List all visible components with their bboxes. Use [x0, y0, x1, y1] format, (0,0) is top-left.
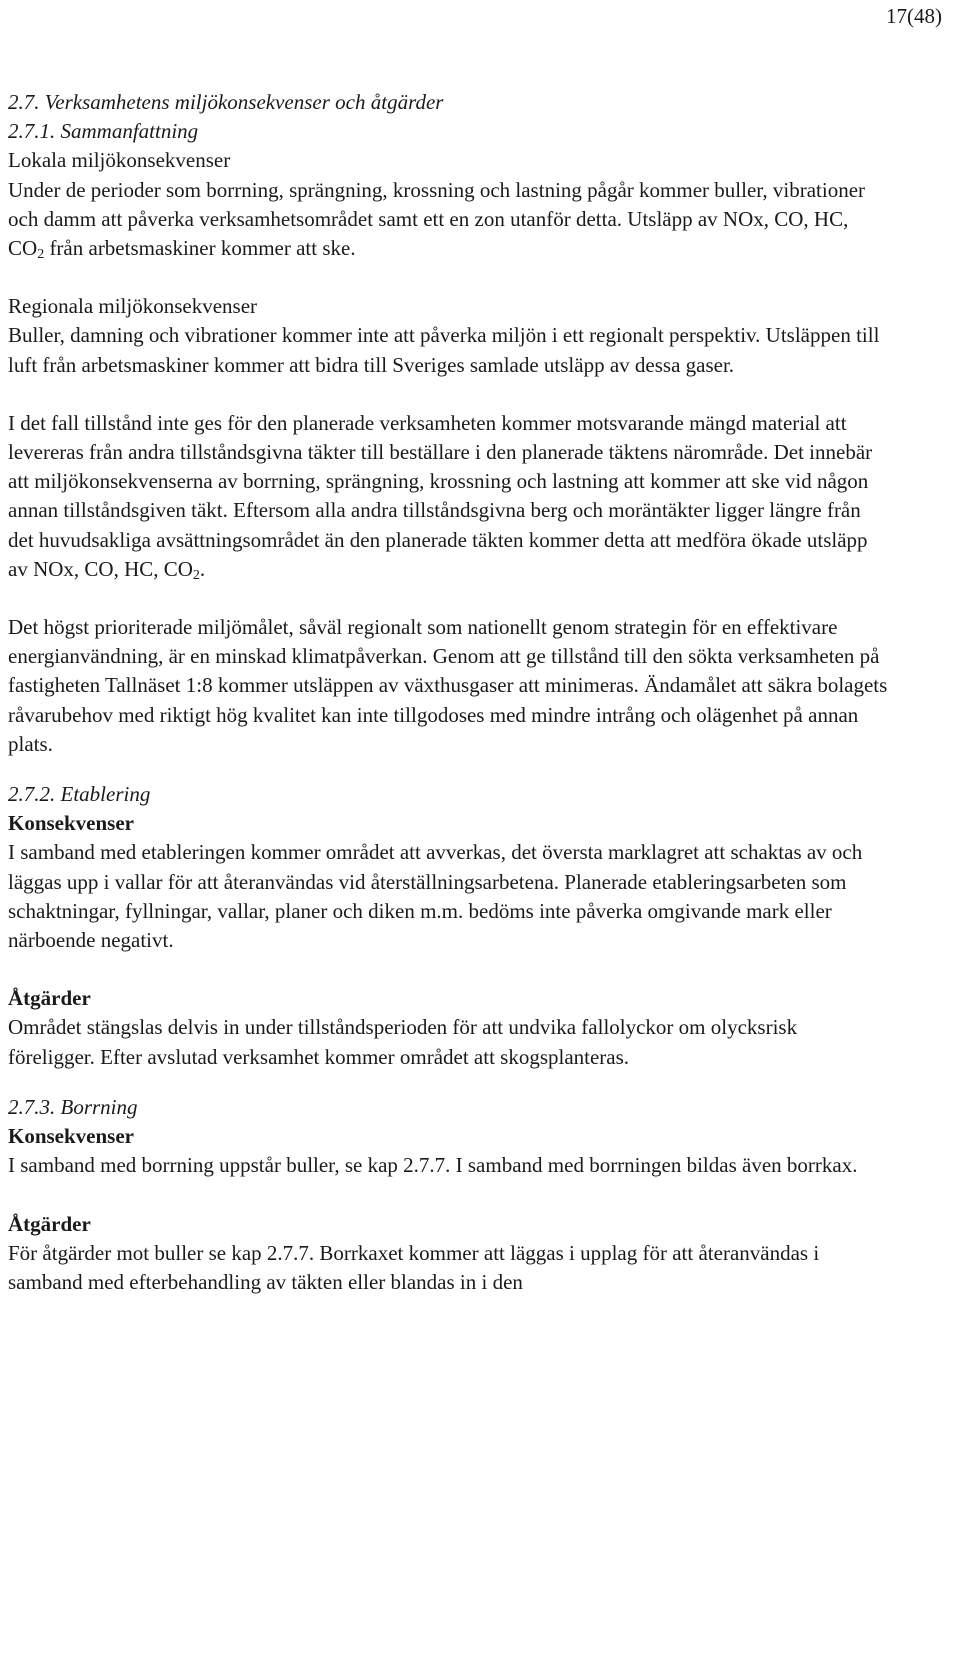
borrning-atgarder-heading: Åtgärder: [8, 1211, 91, 1236]
lokala-paragraph: [8, 176, 888, 264]
etablering-atgarder-text: Området stängslas delvis in under tillståndsperioden för att undvika fallolyckor om olycksrisk föreligger. Efter avslutad verksamhet kommer området att skogsplanteras.: [8, 1015, 798, 1069]
section-title: 2.7. Verksamhetens miljökonsekvenser och åtgärder: [8, 90, 444, 114]
regionala-heading: Regionala miljökonsekvenser: [8, 294, 258, 319]
alternative-end: .: [199, 556, 206, 581]
lokala-subscript: 2: [37, 247, 45, 263]
lokala-text-b: Utsläpp av NOx, CO, HC, CO: [8, 206, 849, 261]
borrning-konsekvenser-heading: Konsekvenser: [8, 1124, 134, 1149]
etablering-atgarder-heading: Åtgärder: [8, 986, 91, 1011]
page-number: 17(48): [886, 4, 942, 28]
borrning-konsekvenser-text: I samband med borrning uppstår buller, se kap 2.7.7. I samband med borrningen bildas även borrkax.: [8, 1153, 858, 1178]
regionala-text-b: Utsläppen till luft från arbetsmaskiner kommer att bidra till Sveriges samlade utsläpp av dessa gaser.: [8, 323, 880, 377]
borrning-atgarder-text: För åtgärder mot buller se kap 2.7.7. Borrkaxet kommer att läggas i upplag för att återanvändas i samband med efterbehandling av täkten eller blandas in i den: [8, 1240, 820, 1294]
alternative-paragraph: [8, 409, 888, 584]
regionala-paragraph: [8, 321, 888, 379]
etablering-konsekvenser-text: I samband med etableringen kommer området att avverkas, det översta marklagret att schaktas av och läggas upp i vallar för att återanvändas vid återställningsarbetena. Planerade etableringsarbeten som schaktningar, fyllningar, vallar, planer och diken m.m. bedöms inte påverka omgivande mark eller närboende negativt.: [8, 840, 863, 953]
lokala-text-a: Under de perioder som borrning, sprängning, krossning och lastning pågår kommer buller, vibrationer och damm att påverka verksamhetsområdet samt ett en zon utanför detta.: [8, 177, 866, 231]
lokala-heading: Lokala miljökonsekvenser: [8, 148, 231, 173]
document-body: [8, 88, 888, 1297]
alternative-subscript: 2: [192, 567, 200, 583]
alternative-text: I det fall tillstånd inte ges för den planerade verksamheten kommer motsvarande mängd material att levereras från andra tillståndsgivna täkter till beställare i den planerade täktens närområde. Det innebär att miljökonsekvenserna av borrning, sprängning, krossning och lastning att kommer att ske vid någon annan tillståndsgiven täkt. Eftersom alla andra tillståndsgivna berg och moräntäkter ligger längre från det huvudsakliga avsättningsområdet än den planerade täkten kommer detta att medföra ökade utsläpp av NOx, CO, HC, CO: [8, 410, 873, 581]
etablering-konsekvenser-heading: Konsekvenser: [8, 811, 134, 836]
regionala-text-a: Buller, damning och vibrationer kommer inte att påverka miljön i ett regionalt perspektiv.: [8, 323, 761, 348]
subsection-title-etablering: 2.7.2. Etablering: [8, 782, 151, 807]
miljomal-paragraph: Det högst prioriterade miljömålet, såväl regionalt som nationellt genom strategin för en effektivare energianvändning, är en minskad klimatpåverkan. Genom att ge tillstånd till den sökta verksamheten på fastigheten Tallnäset 1:8 kommer utsläppen av växthusgaser att minimeras. Ändamålet att säkra bolagets råvarubehov med riktigt hög kvalitet kan inte tillgodoses med mindre intrång och olägenhet på annan plats.: [8, 615, 888, 756]
subsection-title-sammanfattning: 2.7.1. Sammanfattning: [8, 119, 199, 144]
subsection-title-borrning: 2.7.3. Borrning: [8, 1094, 138, 1119]
lokala-text-c: från arbetsmaskiner kommer att ske.: [44, 236, 356, 261]
